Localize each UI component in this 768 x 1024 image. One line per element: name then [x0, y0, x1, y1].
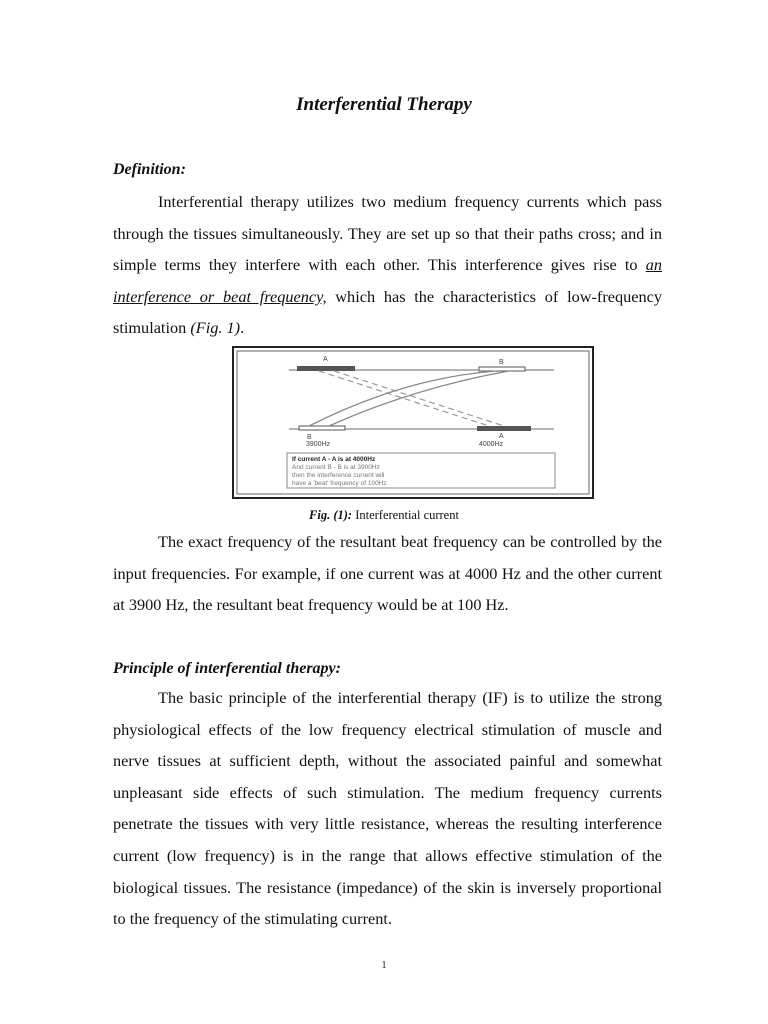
figure-caption — [0, 508, 768, 523]
figure-caption-text: Interferential current — [352, 508, 459, 522]
page-number: 1 — [381, 960, 387, 971]
beat-frequency-paragraph: The exact frequency of the resultant beat frequency can be controlled by the input frequencies. For example, if one current was at 4000 Hz and the other current at 3900 Hz, the resultant beat frequency would be at 100 Hz. — [113, 532, 662, 615]
electrode-a-top — [297, 366, 355, 371]
label-a-top: A — [323, 356, 328, 363]
label-a-bottom: A — [499, 433, 504, 440]
principle-paragraph: The basic principle of the interferential therapy (IF) is to utilize the strong physiological effects of the low frequency electrical stimulation of muscle and nerve tissues at sufficient depth, without the associated painful and somewhat unpleasant side effects of such stimulation. The medium frequency currents penetrate the tissues with very little resistance, whereas the resulting interference current (low frequency) is in the range that allows effective stimulation of the biological tissues. The resistance (impedance) of the skin is inversely proportional to the frequency of the stimulating current. — [113, 688, 662, 929]
definition-paragraph — [113, 186, 662, 344]
note-line-4: have a 'beat' frequency of 100Hz — [292, 480, 387, 487]
current-a-path — [334, 371, 504, 426]
definition-text-start: Interferential therapy utilizes two medium frequency currents which pass through the tissues simultaneously. They are set up so that their paths cross; and in simple terms they interfere with each other. This interference gives rise to — [113, 192, 662, 275]
beat-frequency-term: an interference or beat frequency, — [113, 255, 662, 306]
interferential-current-figure — [232, 346, 594, 499]
label-b-bottom: B — [307, 434, 312, 441]
definition-text-end: . — [240, 318, 245, 338]
electrode-b-bottom — [299, 426, 345, 430]
note-line-3: then the interference current will — [292, 472, 385, 479]
note-line-1: If current A - A is at 4000Hz — [292, 456, 376, 463]
definition-heading: Definition: — [113, 161, 186, 178]
electrode-a-bottom — [477, 426, 531, 431]
definition-text-middle: which has the characteristics of low-frequency stimulation — [113, 286, 662, 338]
electrode-b-top — [479, 367, 525, 371]
figure-caption-label: Fig. (1): — [309, 508, 353, 522]
current-b-path-2 — [329, 371, 509, 426]
frequency-label-right: 4000Hz — [479, 441, 504, 448]
figure-reference: (Fig. 1) — [190, 318, 241, 338]
figure-diagram — [234, 348, 592, 497]
label-b-top: B — [499, 359, 504, 366]
document-title: Interferential Therapy — [296, 94, 472, 115]
frequency-label-left: 3900Hz — [306, 441, 331, 448]
note-line-2: And current B - B is at 3900Hz — [292, 464, 380, 471]
current-a-path-2 — [319, 371, 489, 426]
principle-heading: Principle of interferential therapy: — [113, 660, 341, 677]
